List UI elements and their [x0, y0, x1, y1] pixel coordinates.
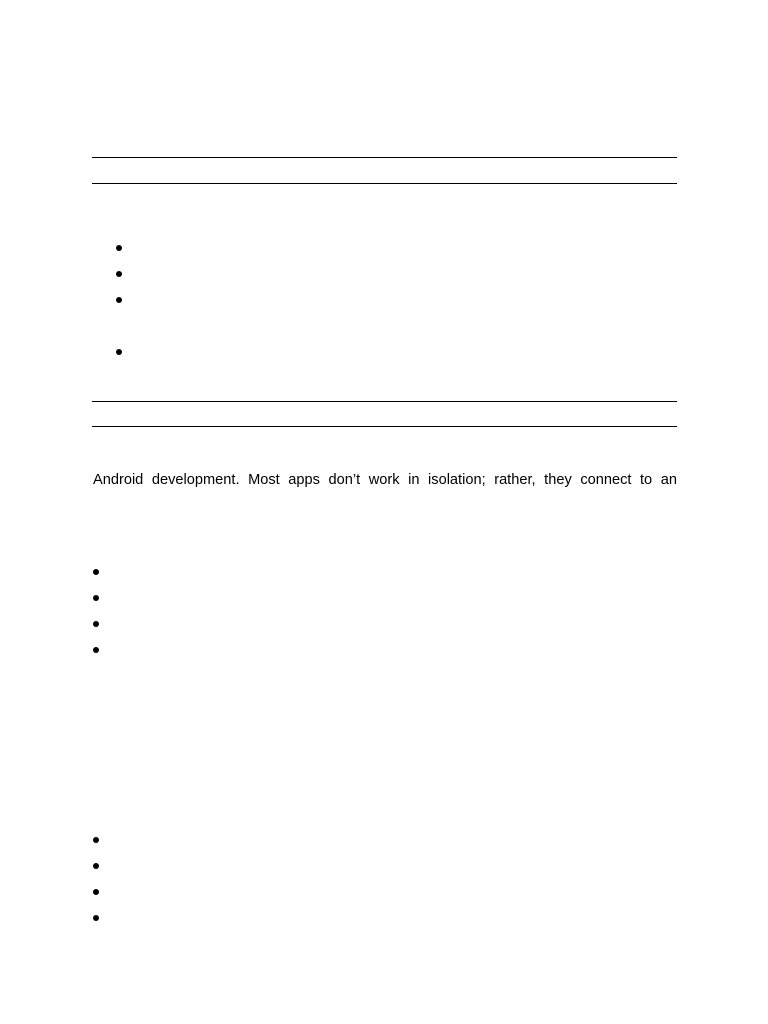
list-bullet	[93, 837, 99, 843]
list-bullet	[93, 647, 99, 653]
heading-rule-top-1	[92, 157, 677, 158]
list-bullet	[93, 915, 99, 921]
list-bullet	[93, 863, 99, 869]
list-bullet	[93, 621, 99, 627]
list-bullet	[93, 569, 99, 575]
list-bullet	[116, 297, 122, 303]
list-bullet	[116, 349, 122, 355]
heading-rule-bottom-2	[92, 426, 677, 427]
heading-rule-top-2	[92, 401, 677, 402]
list-bullet	[93, 889, 99, 895]
list-bullet	[116, 271, 122, 277]
list-bullet	[116, 245, 122, 251]
heading-rule-bottom-1	[92, 183, 677, 184]
body-paragraph: Android development. Most apps don’t work in isolation; rather, they connect to an	[93, 472, 677, 488]
list-bullet	[93, 595, 99, 601]
